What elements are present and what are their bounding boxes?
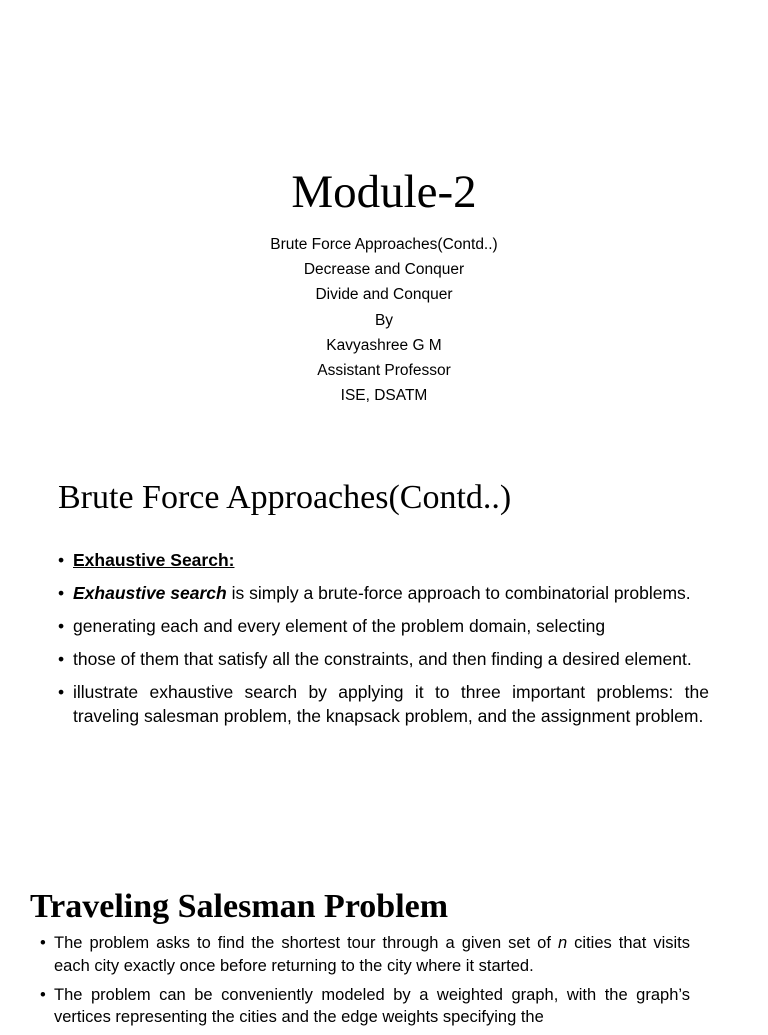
list-item xyxy=(58,681,709,728)
slide-heading: Brute Force Approaches(Contd..) xyxy=(58,479,512,516)
slide-heading: Traveling Salesman Problem xyxy=(30,888,449,925)
author-title: Assistant Professor xyxy=(317,362,451,380)
bullet-list xyxy=(58,549,709,738)
author-name: Kavyashree G M xyxy=(326,336,442,354)
list-item-text: cities that visits each city exactly once before returning to the city where it started. xyxy=(54,934,690,975)
list-item-text: is simply a brute-force approach to combinatorial problems. xyxy=(226,583,691,603)
subtitle-line: Brute Force Approaches(Contd..) xyxy=(270,236,498,253)
list-item-text: The problem can be conveniently modeled by a weighted graph, with the graph’s vertices representing the cities and the edge weights specifying the xyxy=(54,985,690,1026)
list-item-text: The problem asks to find the shortest tour through a given set of xyxy=(54,934,558,952)
bullet-list xyxy=(40,932,690,1035)
list-item xyxy=(40,984,690,1029)
list-item xyxy=(58,648,709,672)
author-affiliation: ISE, DSATM xyxy=(340,387,428,405)
list-item-text: generating each and every element of the problem domain, selecting xyxy=(73,616,606,636)
emphasis-term: Exhaustive search xyxy=(73,583,227,603)
subheading: Exhaustive Search: xyxy=(73,550,235,570)
module-title: Module-2 xyxy=(291,166,477,218)
list-item-text: those of them that satisfy all the constraints, and then finding a desired element. xyxy=(73,649,692,669)
list-item-text: illustrate exhaustive search by applying it to three important problems: the traveling salesman problem, the knapsack problem, and the assignment problem. xyxy=(73,682,709,726)
subtitle-line: Divide and Conquer xyxy=(315,286,453,304)
module-subtitle-block xyxy=(0,232,768,408)
list-item xyxy=(58,549,709,573)
subtitle-line: Decrease and Conquer xyxy=(303,261,465,279)
list-item xyxy=(58,582,709,606)
list-item xyxy=(40,932,690,977)
list-item xyxy=(58,615,709,639)
variable-n: n xyxy=(557,934,568,952)
subtitle-line: By xyxy=(374,311,394,329)
